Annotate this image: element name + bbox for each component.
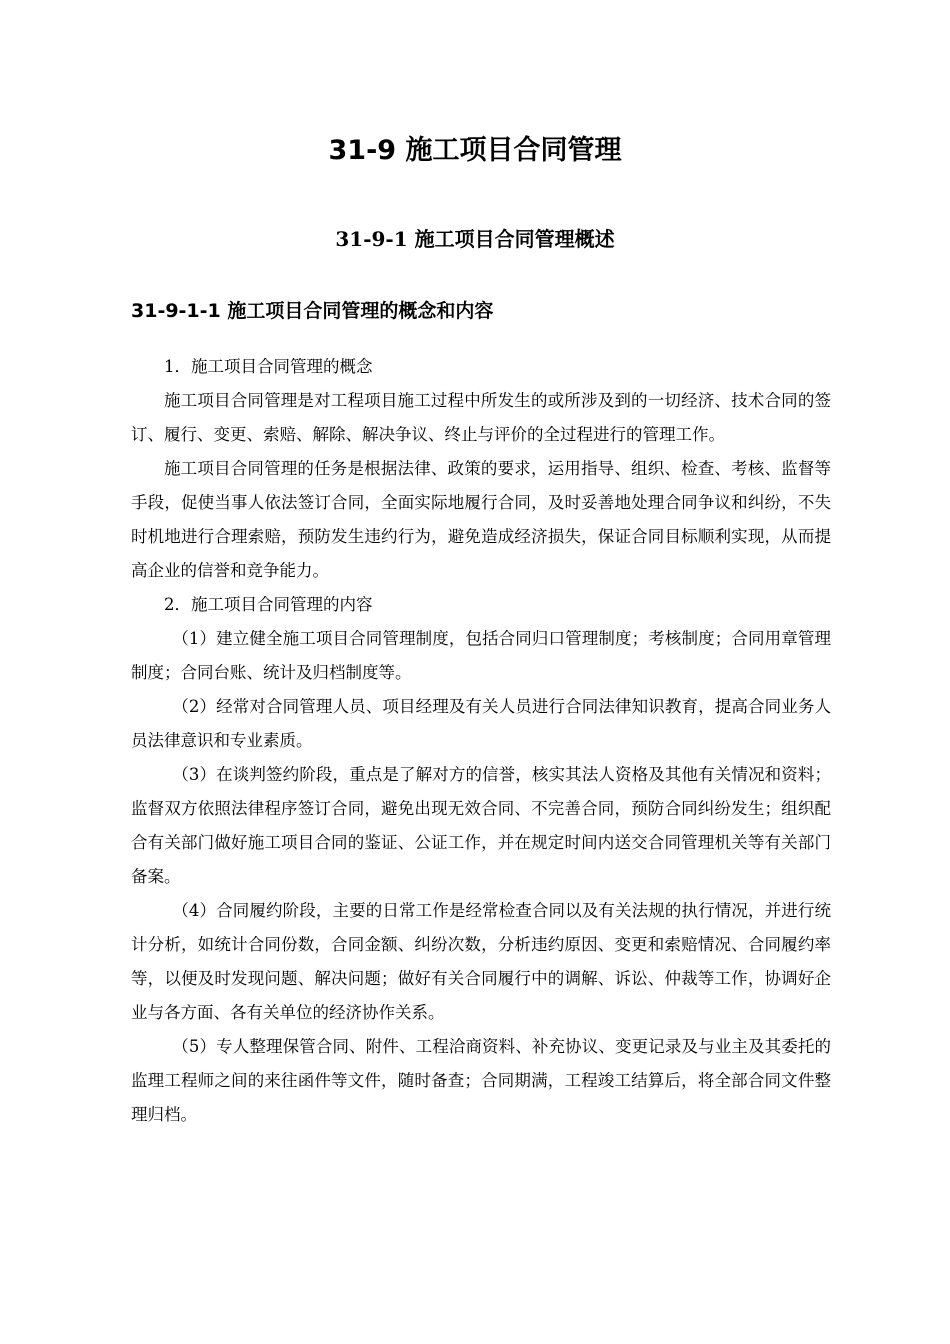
body-paragraph: 施工项目合同管理的任务是根据法律、政策的要求，运用指导、组织、检查、考核、监督等手段，促使当事人依法签订合同，全面实际地履行合同，及时妥善地处理合同争议和纠纷，不失时机地进行合理索赔，预防发生违约行为，避免造成经济损失，保证合同目标顺利实现，从而提高企业的信誉和竞争能力。 [131, 459, 831, 580]
document-body [131, 350, 831, 1132]
list-item: （3）在谈判签约阶段，重点是了解对方的信誉，核实其法人资格及其他有关情况和资料；监督双方依照法律程序签订合同，避免出现无效合同、不完善合同，预防合同纠纷发生；组织配合有关部门做好施工项目合同的鉴证、公证工作，并在规定时间内送交合同管理机关等有关部门备案。 [131, 765, 831, 886]
section-heading: 31-9-1-1 施工项目合同管理的概念和内容 [131, 300, 494, 322]
list-item: （5）专人整理保管合同、附件、工程洽商资料、补充协议、变更记录及与业主及其委托的监理工程师之间的来往函件等文件，随时备查；合同期满，工程竣工结算后，将全部合同文件整理归档。 [131, 1037, 831, 1124]
item-heading-concept: 1．施工项目合同管理的概念 [164, 357, 373, 376]
list-item: （1）建立健全施工项目合同管理制度，包括合同归口管理制度；考核制度；合同用章管理制度；合同台账、统计及归档制度等。 [131, 629, 831, 682]
list-item: （4）合同履约阶段，主要的日常工作是经常检查合同以及有关法规的执行情况，并进行统计分析，如统计合同份数，合同金额、纠纷次数，分析违约原因、变更和索赔情况、合同履约率等，以便及时发现问题、解决问题；做好有关合同履行中的调解、诉讼、仲裁等工作，协调好企业与各方面、各有关单位的经济协作关系。 [131, 901, 831, 1022]
item-heading-content: 2．施工项目合同管理的内容 [164, 595, 373, 614]
body-paragraph: 施工项目合同管理是对工程项目施工过程中所发生的或所涉及到的一切经济、技术合同的签订、履行、变更、索赔、解除、解决争议、终止与评价的全过程进行的管理工作。 [131, 391, 831, 444]
page-title: 31-9 施工项目合同管理 [328, 135, 622, 166]
list-item: （2）经常对合同管理人员、项目经理及有关人员进行合同法律知识教育，提高合同业务人员法律意识和专业素质。 [131, 697, 831, 750]
chapter-subtitle: 31-9-1 施工项目合同管理概述 [335, 227, 615, 251]
